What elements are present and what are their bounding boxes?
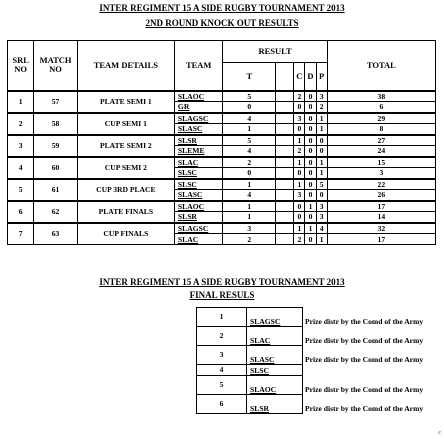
spacer-cell xyxy=(276,157,294,168)
p-cell: 0 xyxy=(316,135,327,146)
team-name-cell: SLAOC xyxy=(174,91,223,102)
t-cell: 1 xyxy=(223,124,276,135)
team-name-cell: SLAGSC xyxy=(174,223,223,234)
d-header: D xyxy=(305,63,316,91)
match-no-cell: 62 xyxy=(34,201,78,223)
d-cell: 0 xyxy=(305,146,316,157)
team-details-cell: PLATE FINALS xyxy=(77,201,174,223)
srl-no-cell: 6 xyxy=(8,201,34,223)
total-cell: 14 xyxy=(327,212,435,223)
final-row xyxy=(197,376,425,395)
place-cell: 1 xyxy=(197,308,247,327)
t-cell: 3 xyxy=(223,223,276,234)
team-details-cell: PLATE SEMI 2 xyxy=(77,135,174,157)
c-cell: 3 xyxy=(294,190,305,201)
total-cell: 17 xyxy=(327,234,435,245)
t-cell: 4 xyxy=(223,146,276,157)
t-cell: 5 xyxy=(223,91,276,102)
srl-no-cell: 1 xyxy=(8,91,34,113)
result-header: RESULT xyxy=(223,41,327,63)
p-cell: 1 xyxy=(316,124,327,135)
team-details-cell: CUP 3RD PLACE xyxy=(77,179,174,201)
spacer-cell xyxy=(276,124,294,135)
t-header: T xyxy=(223,63,276,91)
srl-no-cell: 4 xyxy=(8,157,34,179)
team-details-cell: CUP SEMI 2 xyxy=(77,157,174,179)
t-cell: 2 xyxy=(223,234,276,245)
d-cell: 0 xyxy=(305,113,316,124)
spacer-header xyxy=(276,63,294,91)
c-cell: 0 xyxy=(294,168,305,179)
t-cell: 5 xyxy=(223,135,276,146)
team-name-cell: SLASC xyxy=(174,124,223,135)
p-cell: 1 xyxy=(316,168,327,179)
prize-text: Prize distr by the Comd of the Army xyxy=(305,404,424,413)
total-cell: 8 xyxy=(327,124,435,135)
spacer-cell xyxy=(276,168,294,179)
total-cell: 17 xyxy=(327,201,435,212)
c-cell: 2 xyxy=(294,234,305,245)
team-name-cell: SLAGSC xyxy=(174,113,223,124)
srl-no-cell: 2 xyxy=(8,113,34,135)
round-title: 2ND ROUND KNOCK OUT RESULTS xyxy=(145,18,299,28)
srl-no-header: SRL NO xyxy=(8,41,34,91)
prize-text xyxy=(303,365,425,376)
spacer-cell xyxy=(276,91,294,102)
p-cell: 3 xyxy=(316,91,327,102)
c-cell: 1 xyxy=(294,157,305,168)
t-cell: 1 xyxy=(223,179,276,190)
c-cell: 0 xyxy=(294,102,305,113)
final-row xyxy=(197,327,425,346)
final-team-cell: SLAGSC xyxy=(247,308,303,327)
match-no-cell: 61 xyxy=(34,179,78,201)
team-name-cell: SLAC xyxy=(174,234,223,245)
final-row xyxy=(197,395,425,414)
match-row xyxy=(8,135,436,146)
c-header: C xyxy=(294,63,305,91)
match-no-cell: 57 xyxy=(34,91,78,113)
p-cell: 1 xyxy=(316,157,327,168)
total-cell: 3 xyxy=(327,168,435,179)
total-cell: 26 xyxy=(327,190,435,201)
team-name-cell: GR xyxy=(174,102,223,113)
p-cell: 0 xyxy=(316,146,327,157)
match-row xyxy=(8,179,436,190)
match-no-cell: 63 xyxy=(34,223,78,245)
d-cell: 0 xyxy=(305,179,316,190)
final-row xyxy=(197,308,425,327)
spacer-cell xyxy=(276,146,294,157)
total-cell: 32 xyxy=(327,223,435,234)
d-cell: 0 xyxy=(305,102,316,113)
c-cell: 0 xyxy=(294,201,305,212)
team-name-cell: SLSR xyxy=(174,135,223,146)
t-cell: 2 xyxy=(223,157,276,168)
place-cell: 6 xyxy=(197,395,247,414)
p-cell: 1 xyxy=(316,113,327,124)
spacer-cell xyxy=(276,223,294,234)
d-cell: 0 xyxy=(305,91,316,102)
final-team-cell: SLAC xyxy=(247,327,303,346)
d-cell: 0 xyxy=(305,124,316,135)
t-cell: 1 xyxy=(223,201,276,212)
d-cell: 0 xyxy=(305,190,316,201)
d-cell: 0 xyxy=(305,212,316,223)
d-cell: 0 xyxy=(305,168,316,179)
total-cell: 6 xyxy=(327,102,435,113)
match-no-cell: 59 xyxy=(34,135,78,157)
total-cell: 38 xyxy=(327,91,435,102)
d-cell: 0 xyxy=(305,157,316,168)
d-cell: 1 xyxy=(305,201,316,212)
final-row xyxy=(197,346,425,365)
p-header: P xyxy=(316,63,327,91)
team-name-cell: SLASC xyxy=(174,190,223,201)
team-name-cell: SLSC xyxy=(174,179,223,190)
match-no-cell: 58 xyxy=(34,113,78,135)
total-cell: 27 xyxy=(327,135,435,146)
team-name-cell: SLAC xyxy=(174,157,223,168)
total-cell: 29 xyxy=(327,113,435,124)
match-row xyxy=(8,113,436,124)
place-cell: 5 xyxy=(197,376,247,395)
final-team-cell: SLAOC xyxy=(247,376,303,395)
final-team-cell: SLASC xyxy=(247,346,303,365)
final-team-cell: SLSR xyxy=(247,395,303,414)
match-row xyxy=(8,157,436,168)
final-sub-title: FINAL RESULS xyxy=(189,290,255,300)
c-cell: 0 xyxy=(294,124,305,135)
t-cell: 4 xyxy=(223,113,276,124)
total-header: TOTAL xyxy=(327,41,435,91)
team-name-cell: SLEME xyxy=(174,146,223,157)
place-cell: 4 xyxy=(197,365,247,376)
match-row xyxy=(8,201,436,212)
t-cell: 0 xyxy=(223,168,276,179)
p-cell: 3 xyxy=(316,212,327,223)
place-cell: 3 xyxy=(197,346,247,365)
p-cell: 4 xyxy=(316,223,327,234)
team-header: TEAM xyxy=(174,41,223,91)
team-name-cell: SLSC xyxy=(174,168,223,179)
p-cell: 3 xyxy=(316,201,327,212)
c-cell: 1 xyxy=(294,135,305,146)
final-team-cell: SLSC xyxy=(247,365,303,376)
team-details-cell: CUP FINALS xyxy=(77,223,174,245)
prize-text: Prize distr by the Comd of the Army xyxy=(305,336,424,345)
final-results-table xyxy=(196,307,425,414)
d-cell: 0 xyxy=(305,234,316,245)
srl-no-cell: 7 xyxy=(8,223,34,245)
total-cell: 24 xyxy=(327,146,435,157)
corner-mark: c xyxy=(438,430,441,436)
team-details-cell: CUP SEMI 1 xyxy=(77,113,174,135)
c-cell: 0 xyxy=(294,212,305,223)
total-cell: 15 xyxy=(327,157,435,168)
c-cell: 2 xyxy=(294,146,305,157)
p-cell: 2 xyxy=(316,102,327,113)
spacer-cell xyxy=(276,179,294,190)
main-title: INTER REGIMENT 15 A SIDE RUGBY TOURNAMENT 2013 xyxy=(99,3,345,13)
prize-text: Prize distr by the Comd of the Army xyxy=(305,355,424,364)
t-cell: 4 xyxy=(223,190,276,201)
t-cell: 1 xyxy=(223,212,276,223)
t-cell: 0 xyxy=(223,102,276,113)
match-row xyxy=(8,223,436,234)
p-cell: 0 xyxy=(316,190,327,201)
spacer-cell xyxy=(276,113,294,124)
p-cell: 5 xyxy=(316,179,327,190)
total-cell: 22 xyxy=(327,179,435,190)
spacer-cell xyxy=(276,102,294,113)
match-no-cell: 60 xyxy=(34,157,78,179)
c-cell: 1 xyxy=(294,179,305,190)
final-row xyxy=(197,365,425,376)
c-cell: 3 xyxy=(294,113,305,124)
match-row xyxy=(8,91,436,102)
team-name-cell: SLSR xyxy=(174,212,223,223)
team-details-header: TEAM DETAILS xyxy=(77,41,174,91)
d-cell: 0 xyxy=(305,135,316,146)
prize-text: Prize distr by the Comd of the Army xyxy=(305,317,424,326)
knockout-results-table xyxy=(7,40,436,245)
team-name-cell: SLAOC xyxy=(174,201,223,212)
spacer-cell xyxy=(276,212,294,223)
srl-no-cell: 3 xyxy=(8,135,34,157)
spacer-cell xyxy=(276,234,294,245)
c-cell: 1 xyxy=(294,223,305,234)
match-no-header: MATCH NO xyxy=(34,41,78,91)
final-main-title: INTER REGIMENT 15 A SIDE RUGBY TOURNAMENT 2013 xyxy=(99,277,345,287)
prize-text: Prize distr by the Comd of the Army xyxy=(305,385,424,394)
spacer-cell xyxy=(276,135,294,146)
srl-no-cell: 5 xyxy=(8,179,34,201)
c-cell: 2 xyxy=(294,91,305,102)
place-cell: 2 xyxy=(197,327,247,346)
team-details-cell: PLATE SEMI 1 xyxy=(77,91,174,113)
d-cell: 1 xyxy=(305,223,316,234)
spacer-cell xyxy=(276,190,294,201)
p-cell: 1 xyxy=(316,234,327,245)
spacer-cell xyxy=(276,201,294,212)
